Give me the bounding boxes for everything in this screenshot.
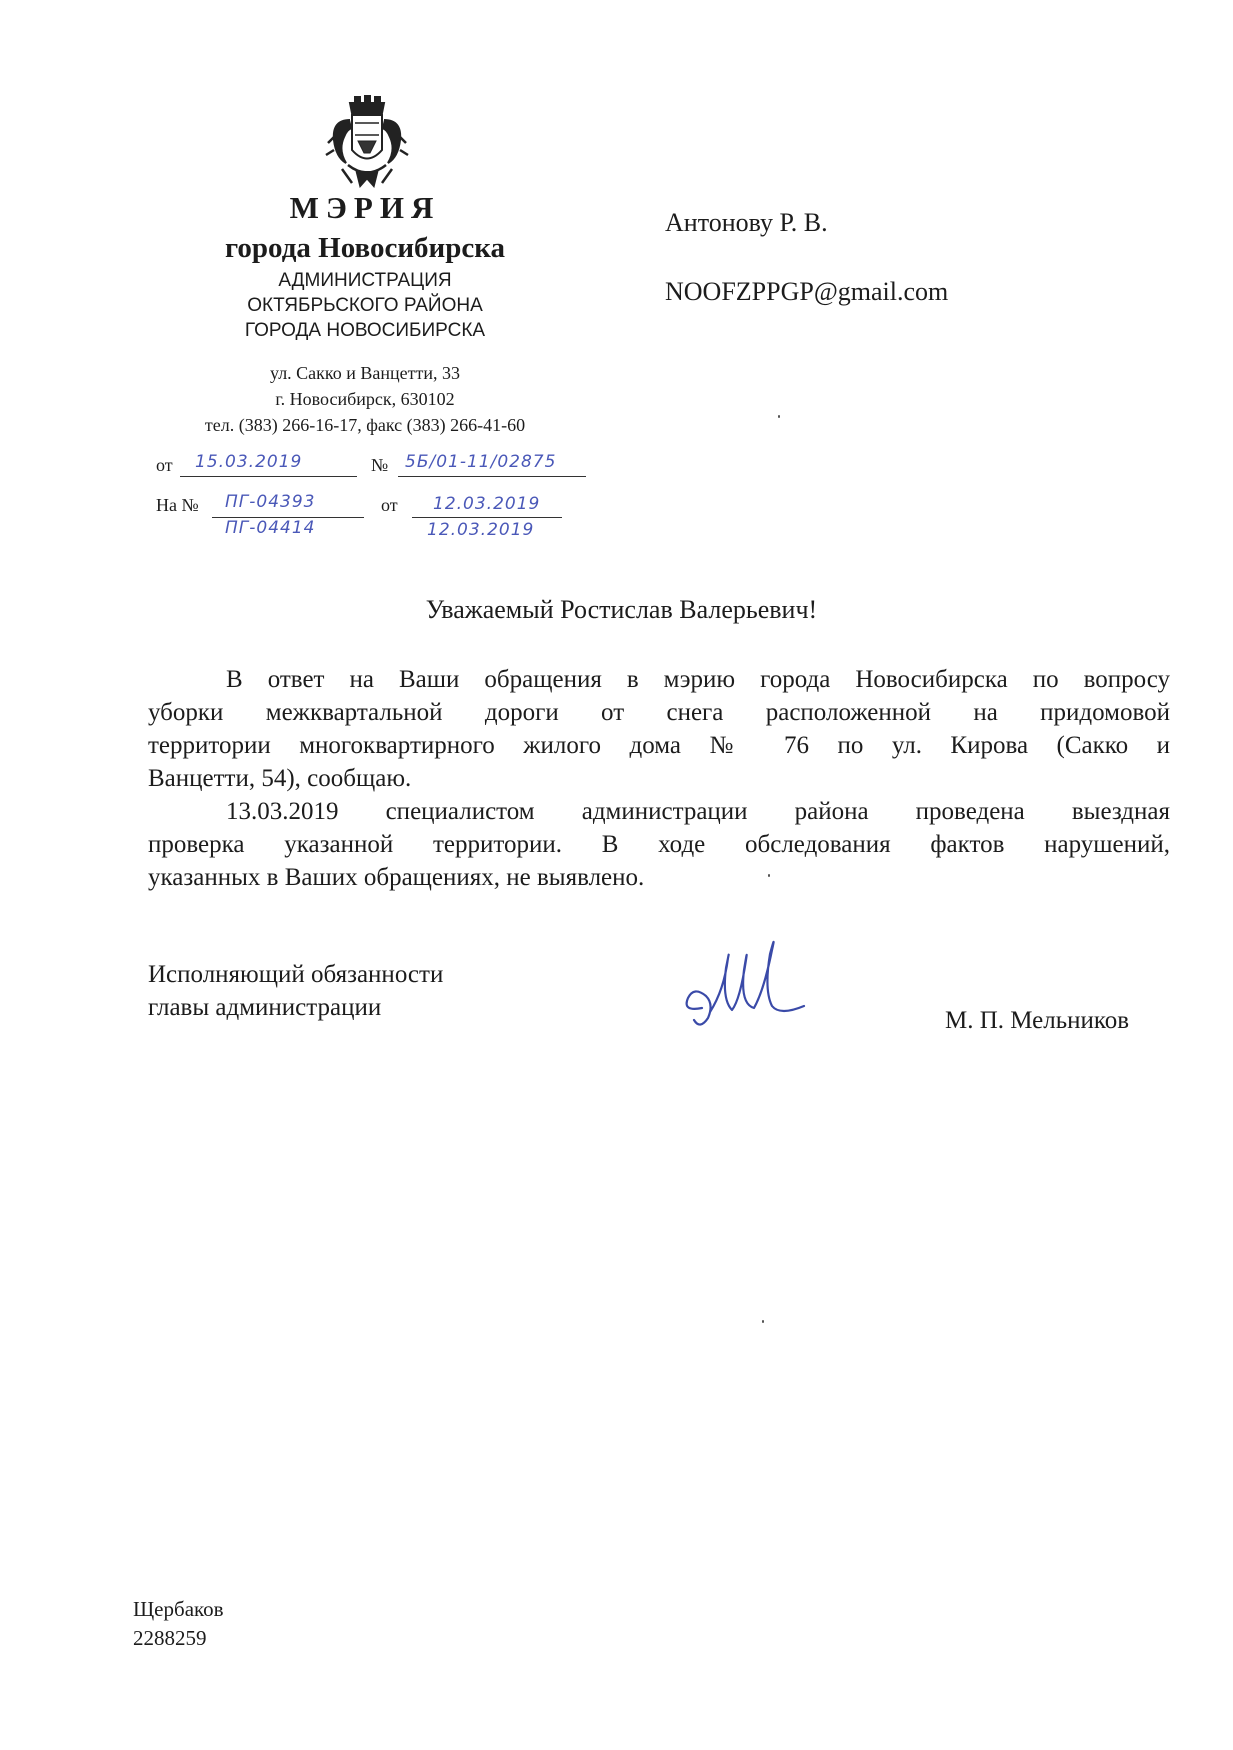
signatory-position (148, 958, 443, 1024)
scan-speck (762, 1320, 764, 1323)
reference-date-2: 12.03.2019 (427, 520, 535, 540)
reference-label: На № (156, 495, 199, 515)
scan-speck (768, 874, 770, 877)
paragraph-line: указанных в Ваших обращениях, не выявлено. (148, 864, 645, 891)
paragraph-1 (148, 663, 1170, 795)
address-phone: тел. (383) 266-16-17, факс (383) 266-41-60 (204, 415, 526, 435)
executor-info (133, 1595, 224, 1653)
paragraph-line: Ванцетти, 54), сообщаю. (148, 765, 412, 792)
address-street: ул. Сакко и Ванцетти, 33 (269, 363, 460, 383)
department-line: АДМИНИСТРАЦИЯ (278, 270, 452, 291)
signatory-position-line: главы администрации (148, 994, 382, 1021)
org-name-line2: города Новосибирска (224, 232, 506, 264)
recipient-email: NOOFZPPGP@gmail.com (665, 277, 949, 306)
number-underline (398, 476, 586, 477)
scan-speck (778, 415, 780, 418)
paragraph-2 (148, 795, 1170, 894)
outgoing-number: 5Б/01-11/02875 (405, 452, 557, 472)
reference-date-label: от (381, 495, 398, 515)
org-name-line1: МЭРИЯ (289, 190, 441, 225)
coat-of-arms-icon (322, 95, 412, 190)
number-label: № (371, 455, 389, 475)
executor-name: Щербаков (133, 1597, 224, 1621)
paragraph-line: 13.03.2019 специалистом администрации района проведена выездная (226, 798, 1170, 825)
date-underline (180, 476, 357, 477)
date-label: от (156, 455, 173, 475)
recipient-name: Антонову Р. В. (665, 208, 828, 237)
executor-phone: 2288259 (133, 1626, 207, 1650)
signatory-position-line: Исполняющий обязанности (148, 961, 444, 988)
handwritten-signature (680, 920, 810, 1040)
paragraph-line: проверка указанной территории. В ходе обследования фактов нарушений, (148, 831, 1170, 858)
reference-number-2: ПГ-04414 (225, 518, 316, 538)
reference-date-1: 12.03.2019 (433, 494, 541, 514)
outgoing-date: 15.03.2019 (195, 452, 303, 472)
paragraph-line: уборки межквартальной дороги от снега расположенной на придомовой (148, 699, 1170, 726)
signatory-name: М. П. Мельников (945, 1007, 1130, 1034)
department-line: ГОРОДА НОВОСИБИРСКА (244, 320, 486, 341)
reference-date-underline (412, 517, 562, 518)
department-line: ОКТЯБРЬСКОГО РАЙОНА (247, 295, 483, 316)
reference-number-1: ПГ-04393 (225, 492, 316, 512)
address-city: г. Новосибирск, 630102 (275, 389, 455, 409)
paragraph-line: В ответ на Ваши обращения в мэрию города Новосибирска по вопросу (226, 666, 1170, 693)
paragraph-line: территории многоквартирного жилого дома № 76 по ул. Кирова (Сакко и (148, 732, 1170, 759)
address-block (140, 360, 590, 438)
department-block (180, 268, 550, 343)
salutation: Уважаемый Ростислав Валерьевич! (425, 595, 818, 624)
